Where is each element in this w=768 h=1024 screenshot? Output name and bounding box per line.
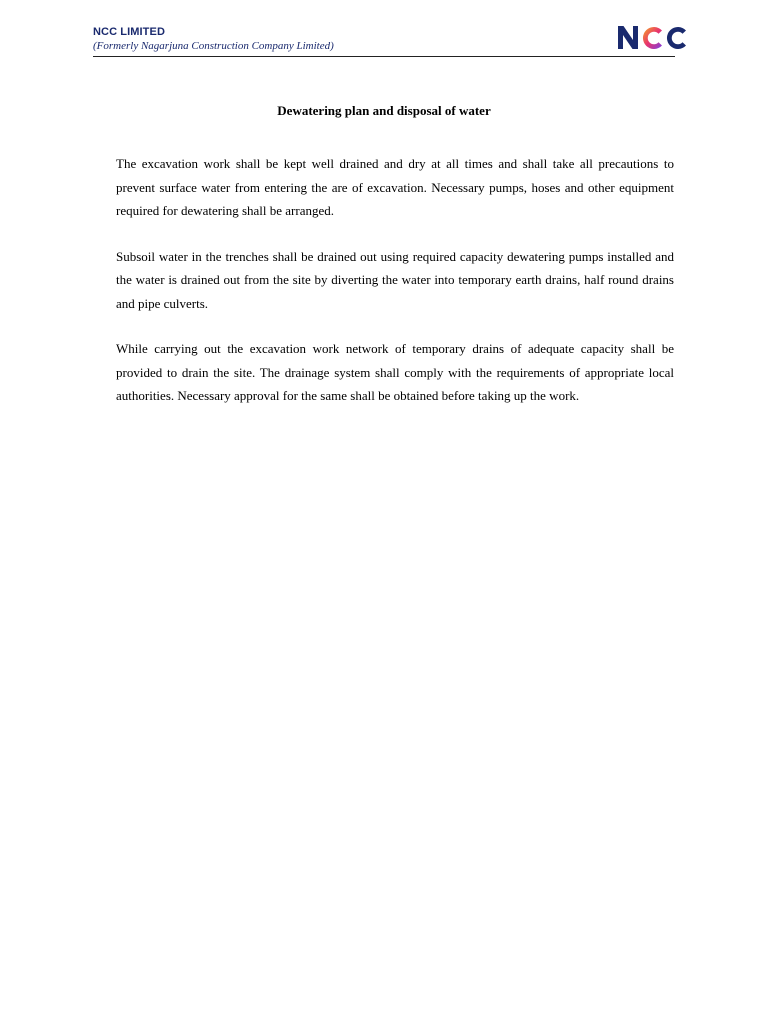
ncc-logo: [616, 22, 688, 52]
page-header: [93, 26, 675, 57]
logo-letter-c1: [643, 27, 662, 49]
document-body: [116, 152, 674, 430]
logo-letter-n: [618, 26, 638, 49]
paragraph-3: While carrying out the excavation work network of temporary drains of adequate capacity shall be provided to drain the site. The drainage system shall comply with the requirements of appropriate local authorities. Necessary approval for the same shall be obtained before taking up the work.: [116, 341, 674, 403]
paragraph-2: Subsoil water in the trenches shall be drained out using required capacity dewatering pumps installed and the water is drained out from the site by diverting the water into temporary earth drains, half round drains and pipe culverts.: [116, 248, 674, 311]
logo-letter-c2: [667, 27, 686, 49]
company-name: NCC LIMITED: [93, 26, 165, 38]
document-title: Dewatering plan and disposal of water: [277, 103, 491, 118]
company-former-name: (Formerly Nagarjuna Construction Company Limited): [93, 40, 334, 52]
paragraph-1: The excavation work shall be kept well drained and dry at all times and shall take all precautions to prevent surface water from entering the are of excavation. Necessary pumps, hoses and other equipment required for dewatering shall be arranged.: [116, 156, 674, 218]
